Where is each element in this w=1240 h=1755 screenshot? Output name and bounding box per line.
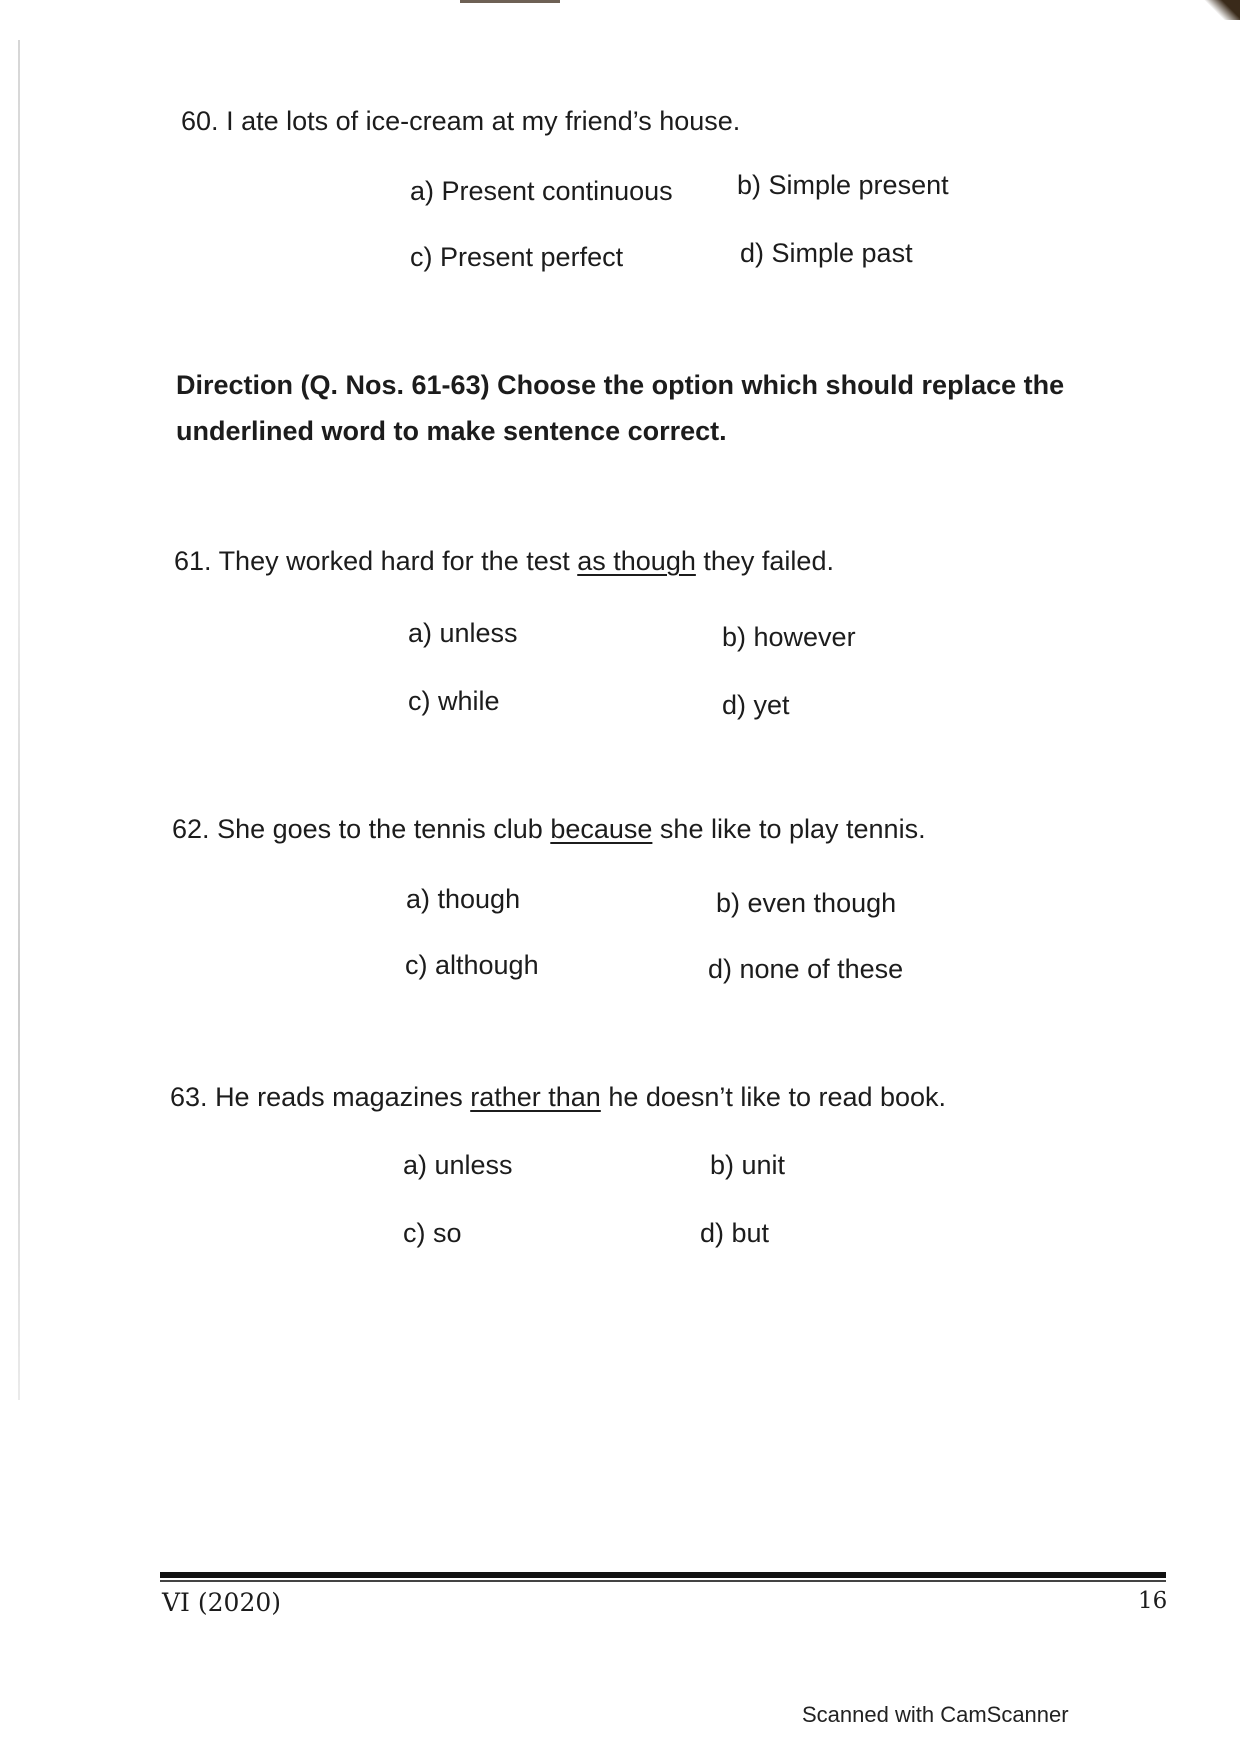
- direction-line-2: underlined word to make sentence correct.: [176, 416, 727, 446]
- question-text-after: he doesn’t like to read book.: [608, 1082, 947, 1112]
- footer-rule: [160, 1572, 1166, 1578]
- question-number: 60.: [181, 106, 219, 136]
- q62-option-c[interactable]: c) although: [405, 950, 539, 980]
- footer-rule-thin: [160, 1580, 1166, 1582]
- q62-option-b[interactable]: b) even though: [716, 888, 897, 918]
- underlined-word: as though: [577, 546, 696, 576]
- question-number: 63.: [170, 1082, 208, 1112]
- scanner-watermark: Scanned with CamScanner: [802, 1702, 1069, 1727]
- question-text-after: she like to play tennis.: [659, 814, 926, 844]
- scan-edge: [18, 40, 20, 1400]
- question-60: [181, 106, 740, 137]
- q63-option-a[interactable]: a) unless: [403, 1150, 513, 1180]
- page-number: 16: [1138, 1588, 1168, 1614]
- q60-option-b[interactable]: b) Simple present: [737, 170, 949, 200]
- footer-class-year: VI (2020): [162, 1588, 282, 1617]
- underlined-word: rather than: [470, 1082, 601, 1112]
- question-text: I ate lots of ice-cream at my friend’s house.: [226, 106, 741, 136]
- question-text-after: they failed.: [703, 546, 834, 576]
- question-text-before: They worked hard for the test: [218, 546, 570, 576]
- q60-option-d[interactable]: d) Simple past: [740, 238, 913, 268]
- question-number: 61.: [174, 546, 212, 576]
- q63-option-c[interactable]: c) so: [403, 1218, 462, 1248]
- q61-option-a[interactable]: a) unless: [408, 618, 518, 648]
- question-63: [170, 1082, 946, 1113]
- q62-option-d[interactable]: d) none of these: [708, 954, 904, 984]
- q60-option-c[interactable]: c) Present perfect: [410, 242, 624, 272]
- underlined-word: because: [550, 814, 653, 844]
- q63-option-d[interactable]: d) but: [700, 1218, 770, 1248]
- q61-option-d[interactable]: d) yet: [722, 690, 790, 720]
- question-text-before: She goes to the tennis club: [217, 814, 543, 844]
- question-number: 62.: [172, 814, 210, 844]
- q61-option-b[interactable]: b) however: [722, 622, 856, 652]
- question-62: [172, 814, 926, 845]
- q61-option-c[interactable]: c) while: [408, 686, 500, 716]
- q62-option-a[interactable]: a) though: [406, 884, 521, 914]
- question-61: [174, 546, 834, 577]
- question-text-before: He reads magazines: [215, 1082, 463, 1112]
- q63-option-b[interactable]: b) unit: [710, 1150, 786, 1180]
- direction-line-1: Direction (Q. Nos. 61-63) Choose the option which should replace the: [176, 370, 1065, 400]
- scan-corner: [1200, 0, 1240, 20]
- direction-block: [176, 362, 1076, 454]
- scan-top-mark: [460, 0, 560, 3]
- q60-option-a[interactable]: a) Present continuous: [410, 176, 673, 206]
